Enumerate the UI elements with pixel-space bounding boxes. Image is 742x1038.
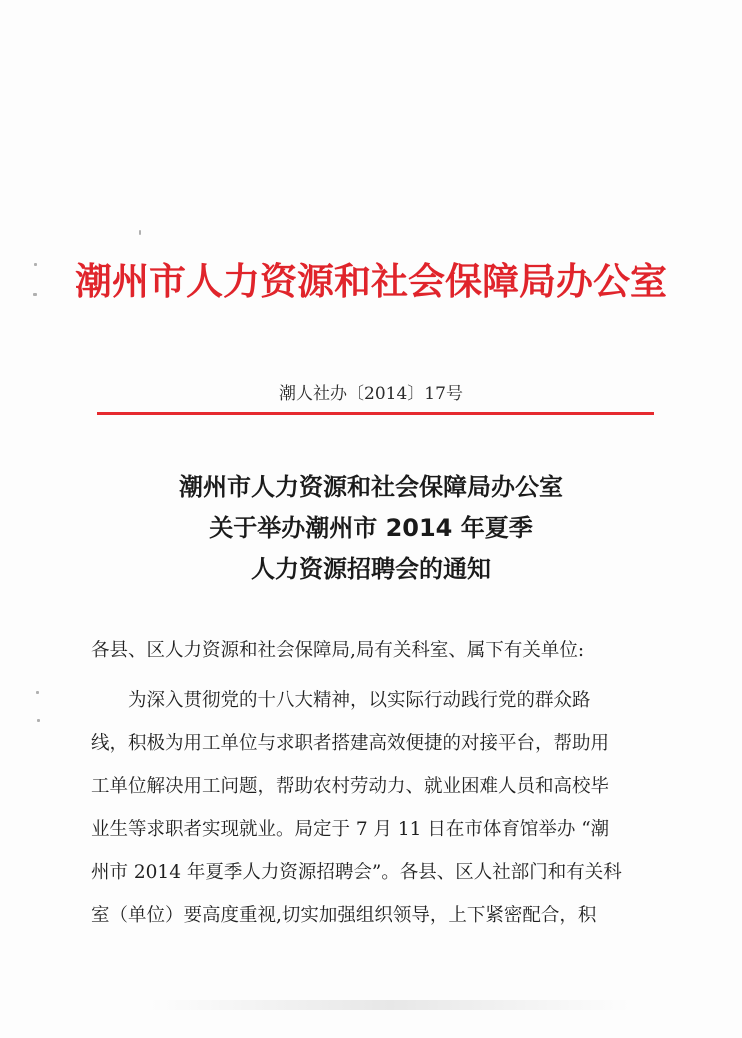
binding-mark: [37, 719, 40, 722]
body-line: 室（单位）要高度重视,切实加强组织领导，上下紧密配合，积: [91, 905, 597, 926]
document-number: 潮人社办〔2014〕17号: [279, 384, 463, 404]
scan-speck: [139, 230, 141, 235]
red-divider-rule: [97, 412, 654, 415]
body-line: 为深入贯彻党的十八大精神，以实际行动践行党的群众路: [128, 690, 591, 711]
notice-title-line: 关于举办潮州市 2014 年夏季: [209, 514, 533, 542]
letterhead-title: 潮州市人力资源和社会保障局办公室: [75, 260, 667, 303]
body-line: 业生等求职者实现就业。局定于 7 月 11 日在市体育馆举办 “潮: [91, 819, 610, 840]
scan-bleed-through: [150, 1000, 630, 1010]
notice-title-line: 潮州市人力资源和社会保障局办公室: [179, 473, 563, 501]
binding-mark: [36, 691, 39, 694]
body-line: 线，积极为用工单位与求职者搭建高效便捷的对接平台，帮助用: [91, 733, 610, 754]
salutation: 各县、区人力资源和社会保障局,局有关科室、属下有关单位:: [91, 640, 585, 661]
notice-title: [0, 467, 742, 590]
notice-title-line: 人力资源招聘会的通知: [251, 555, 491, 583]
body-line: 州市 2014 年夏季人力资源招聘会”。各县、区人社部门和有关科: [91, 862, 622, 883]
body-line: 工单位解决用工问题，帮助农村劳动力、就业困难人员和高校毕: [91, 776, 610, 797]
body-paragraph: [91, 679, 691, 937]
